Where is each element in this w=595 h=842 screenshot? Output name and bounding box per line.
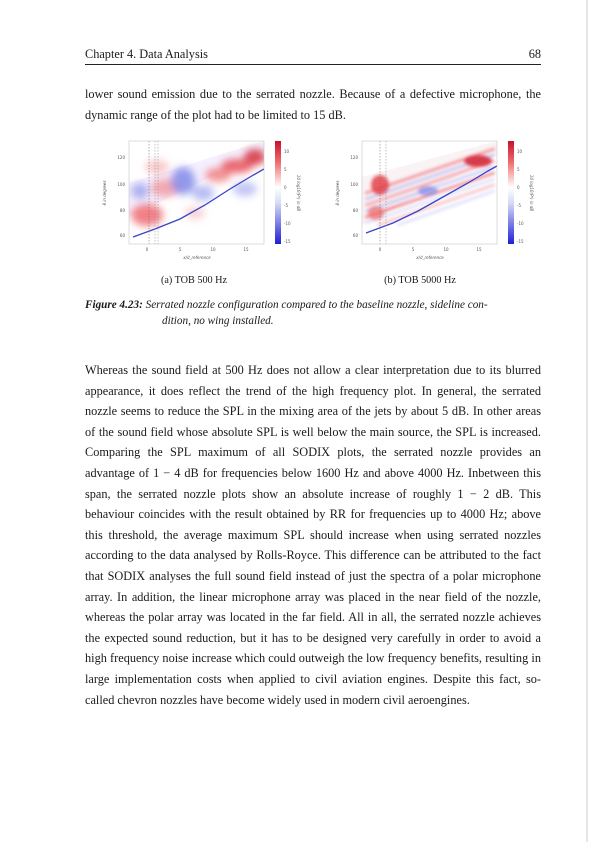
subcaption-b: (b) TOB 5000 Hz <box>384 275 456 286</box>
cbar-tick: -5 <box>284 203 288 208</box>
ytick: 100 <box>350 182 358 187</box>
subcaption-a: (a) TOB 500 Hz <box>160 275 228 286</box>
xtick: 15 <box>243 247 249 252</box>
cbar-tick: 5 <box>517 167 520 172</box>
cbar-tick: -15 <box>284 239 291 244</box>
running-header <box>85 47 541 63</box>
xtick: 5 <box>411 247 415 252</box>
ytick: 120 <box>117 155 125 160</box>
xtick: 5 <box>178 247 182 252</box>
figure-panel-b <box>318 133 536 273</box>
figure-panel-a <box>85 133 303 273</box>
ytick: 60 <box>119 233 125 238</box>
cbar-tick: 0 <box>517 185 520 190</box>
cbar-tick: -15 <box>517 239 524 244</box>
x-axis-label: x/d_reference <box>416 255 444 260</box>
body-paragraph: Whereas the sound field at 500 Hz does not allow a clear interpretation due to its blurred appearance, it does reflect the trend of the high frequency plot. In general, the serrated nozzle seems to reduce the SPL in the mixing area of the jets by about 5 dB. In other areas of the sound field whose absolute SPL is well below the main source, the SPL is increased. Comparing the SPL maximum of all SODIX plots, the serrated nozzle provides an advantage of 1 − 4 dB for frequencies below 1600 Hz and above 4000 Hz. Inbetween this span, the serrated nozzle plots show an absolute increase of roughly 1 − 2 dB. This behaviour coincides with the result obtained by RR for frequencies up to 4000 Hz; above this threshold, the average maximum SPL should increase when using serrated nozzles according to the data analysed by Rolls-Royce. This difference can be attributed to the fact that SODIX analyses the full sound field instead of just the spectra of a polar microphone array. In addition, the linear microphone array was placed in the near field of the nozzle, whereas the polar array was located in the far field. All in all, the serrated nozzle achieves the expected sound reduction, but it has to be designed very carefully in order to avoid a high frequency noise increase which could outweigh the low frequency benefits, resulting in large implementation costs when applied to civil aviation engines. Despite this fact, so-called chevron nozzles have become widely used in modern civil aeroengines. <box>85 363 541 707</box>
caption-line-2: dition, no wing installed. <box>162 315 274 327</box>
cbar-tick: 5 <box>284 167 287 172</box>
colorbar-label: 10 log10(P²) in dB <box>529 174 534 212</box>
ytick: 100 <box>117 182 125 187</box>
ytick: 80 <box>352 208 358 213</box>
y-axis-label: θ in degrees <box>335 180 340 206</box>
xtick: 15 <box>476 247 482 252</box>
page-edge <box>586 0 588 842</box>
intro-paragraph: lower sound emission due to the serrated nozzle. Because of a defective microphone, the dynamic range of the plot had to be limited to 15 dB. <box>85 87 541 122</box>
header-rule <box>85 64 541 65</box>
xtick: 10 <box>443 247 449 252</box>
colorbar <box>275 141 281 244</box>
cbar-tick: -10 <box>284 221 291 226</box>
xtick: 0 <box>145 247 149 252</box>
xtick: 0 <box>378 247 382 252</box>
cbar-tick: -10 <box>517 221 524 226</box>
cbar-tick: -5 <box>517 203 521 208</box>
cbar-tick: 10 <box>284 149 290 154</box>
colorbar-label: 10 log10(P²) in dB <box>296 174 301 212</box>
page-number: 68 <box>528 47 541 61</box>
cbar-tick: 0 <box>284 185 287 190</box>
cbar-tick: 10 <box>517 149 523 154</box>
ytick: 80 <box>119 208 125 213</box>
xtick: 10 <box>210 247 216 252</box>
figure-label: Figure 4.23: <box>85 299 143 311</box>
y-axis-label: θ in degrees <box>102 180 107 206</box>
ytick: 120 <box>350 155 358 160</box>
ytick: 60 <box>352 233 358 238</box>
figure-caption <box>85 297 541 329</box>
x-axis-label: x/d_reference <box>183 255 211 260</box>
chapter-title: Chapter 4. Data Analysis <box>85 47 208 61</box>
colorbar <box>508 141 514 244</box>
caption-line-1: Serrated nozzle configuration compared to the baseline nozzle, sideline con- <box>145 299 488 311</box>
